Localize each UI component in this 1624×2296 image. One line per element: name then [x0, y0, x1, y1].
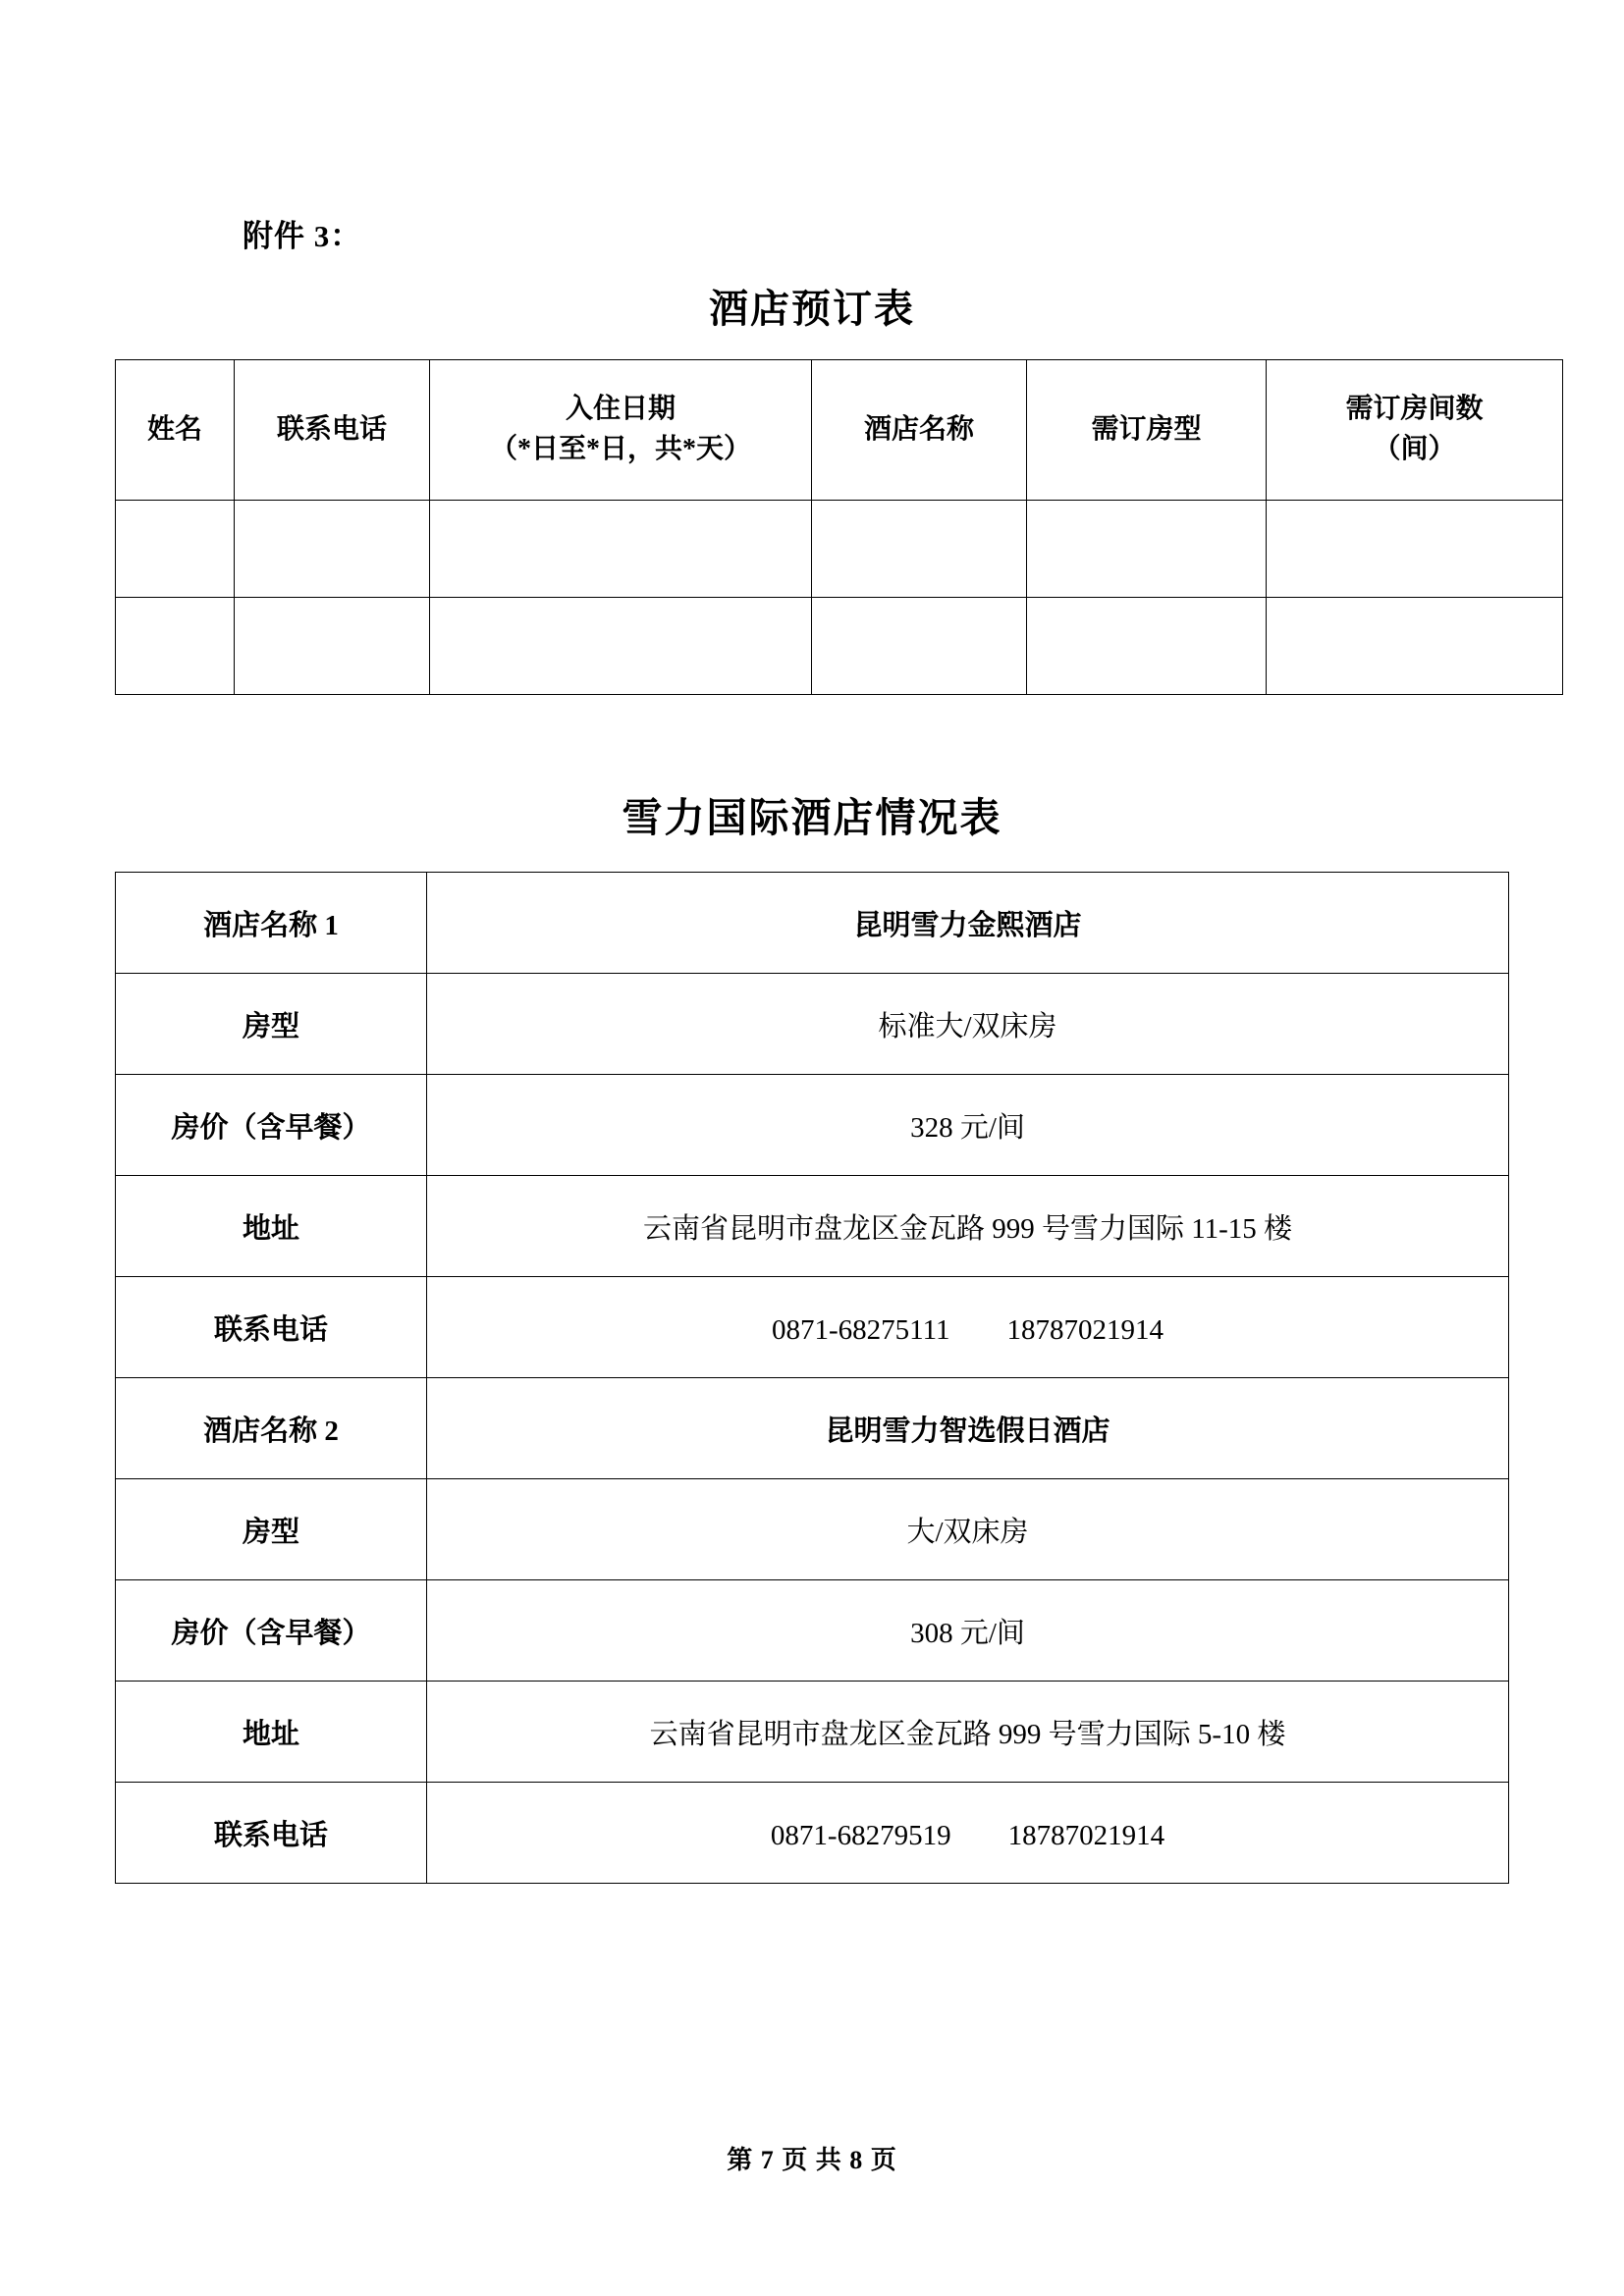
header-room-count-line2: （间）: [1373, 434, 1456, 464]
header-room-count-line1: 需订房间数: [1345, 394, 1484, 425]
row-value: 云南省昆明市盘龙区金瓦路 999 号雪力国际 11-15 楼: [427, 1176, 1509, 1277]
cell-phone[interactable]: [235, 598, 430, 695]
row-label: 房价（含早餐）: [116, 1075, 427, 1176]
row-value: 云南省昆明市盘龙区金瓦路 999 号雪力国际 5-10 楼: [427, 1682, 1509, 1783]
table-row: [116, 598, 1563, 695]
header-name: 姓名: [116, 360, 235, 501]
row-label: 房价（含早餐）: [116, 1580, 427, 1682]
row-value: 大/双床房: [427, 1479, 1509, 1580]
header-checkin-date-line1: 入住日期: [565, 394, 676, 425]
row-value: 昆明雪力智选假日酒店: [427, 1378, 1509, 1479]
table-header-row: [116, 360, 1563, 501]
cell-name[interactable]: [116, 598, 235, 695]
cell-date[interactable]: [430, 501, 812, 598]
row-label: 酒店名称 2: [116, 1378, 427, 1479]
header-hotel-name: 酒店名称: [812, 360, 1027, 501]
cell-room-type[interactable]: [1027, 598, 1267, 695]
header-checkin-date: [430, 360, 812, 501]
cell-hotel-name[interactable]: [812, 501, 1027, 598]
header-checkin-date-line2: （*日至*日，共*天）: [489, 434, 751, 464]
row-label: 联系电话: [116, 1783, 427, 1884]
table-row: [116, 1682, 1509, 1783]
page-title: 酒店预订表: [709, 287, 915, 331]
cell-room-count[interactable]: [1267, 501, 1563, 598]
table-row: [116, 1075, 1509, 1176]
table-row: [116, 873, 1509, 974]
row-value: 0871-68279519 18787021914: [427, 1783, 1509, 1884]
row-value: 328 元/间: [427, 1075, 1509, 1176]
header-room-type: 需订房型: [1027, 360, 1267, 501]
header-phone: 联系电话: [235, 360, 430, 501]
row-value: 昆明雪力金熙酒店: [427, 873, 1509, 974]
table-row: [116, 1378, 1509, 1479]
row-value: 0871-68275111 18787021914: [427, 1277, 1509, 1378]
hotel-info-table: [115, 872, 1509, 1884]
cell-room-type[interactable]: [1027, 501, 1267, 598]
row-value: 308 元/间: [427, 1580, 1509, 1682]
row-value: 标准大/双床房: [427, 974, 1509, 1075]
attachment-label: 附件 3：: [243, 219, 362, 253]
table-row: [116, 501, 1563, 598]
table-row: [116, 1479, 1509, 1580]
row-label: 联系电话: [116, 1277, 427, 1378]
section-title-hotel-info: 雪力国际酒店情况表: [622, 795, 1002, 840]
row-label: 房型: [116, 1479, 427, 1580]
row-label: 酒店名称 1: [116, 873, 427, 974]
hotel-booking-table: [115, 359, 1563, 695]
page-footer: 第 7 页 共 8 页: [727, 2146, 897, 2174]
table-row: [116, 1176, 1509, 1277]
table-row: [116, 974, 1509, 1075]
cell-date[interactable]: [430, 598, 812, 695]
row-label: 地址: [116, 1176, 427, 1277]
cell-room-count[interactable]: [1267, 598, 1563, 695]
table-row: [116, 1783, 1509, 1884]
header-room-count: [1267, 360, 1563, 501]
cell-hotel-name[interactable]: [812, 598, 1027, 695]
row-label: 房型: [116, 974, 427, 1075]
cell-phone[interactable]: [235, 501, 430, 598]
cell-name[interactable]: [116, 501, 235, 598]
table-row: [116, 1580, 1509, 1682]
row-label: 地址: [116, 1682, 427, 1783]
table-row: [116, 1277, 1509, 1378]
